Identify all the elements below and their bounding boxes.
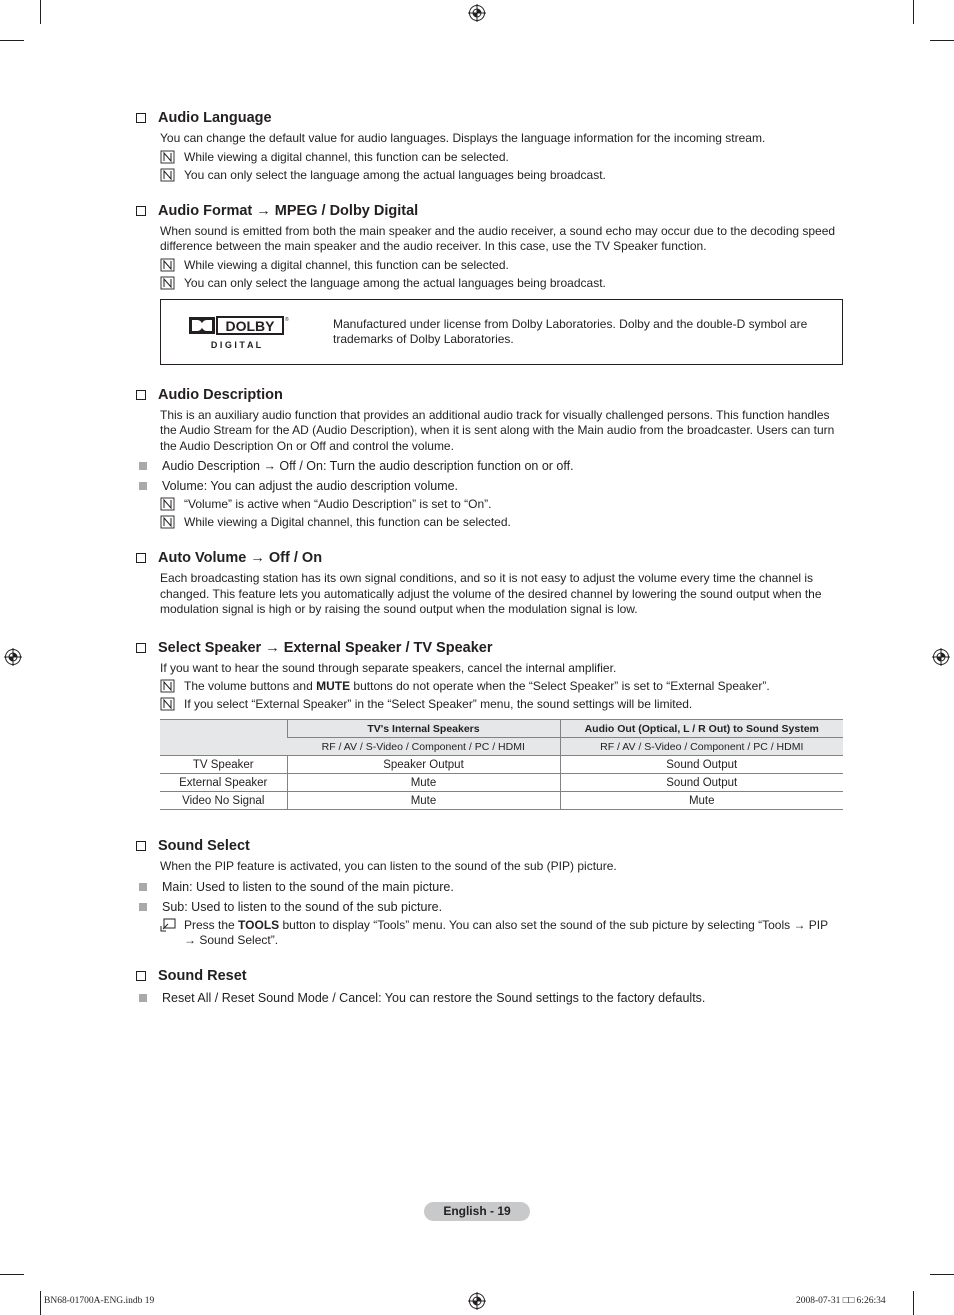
page-content bbox=[136, 108, 843, 1006]
note-icon bbox=[160, 697, 176, 711]
note-item: “Volume” is active when “Audio Description” is set to “On”. bbox=[160, 497, 843, 512]
page-number-label: English - 19 bbox=[424, 1202, 530, 1221]
bullet-square-icon bbox=[139, 883, 147, 891]
table-cell: Mute bbox=[287, 792, 560, 810]
crop-mark bbox=[0, 1274, 24, 1275]
bullet-square-icon bbox=[139, 903, 147, 911]
registration-mark-icon bbox=[4, 648, 22, 666]
checkbox-square-icon bbox=[136, 390, 146, 400]
bullet-square-icon bbox=[139, 994, 147, 1002]
registration-mark-icon bbox=[468, 1292, 486, 1310]
table-cell: Mute bbox=[287, 774, 560, 792]
note-icon bbox=[160, 276, 176, 290]
section-heading-audio-language: Audio Language bbox=[136, 108, 843, 128]
crop-mark bbox=[40, 0, 41, 24]
svg-text:D I G I T A L: D I G I T A L bbox=[210, 339, 262, 350]
svg-text:DOLBY: DOLBY bbox=[225, 317, 275, 334]
bullet-item: Audio Description → Off / On: Turn the audio description function on or off. bbox=[136, 458, 843, 474]
note-icon bbox=[160, 258, 176, 272]
crop-mark bbox=[913, 1291, 914, 1315]
print-slug-left: BN68-01700A-ENG.indb 19 bbox=[44, 1296, 155, 1306]
table-row bbox=[160, 774, 843, 792]
section-heading-sound-select: Sound Select bbox=[136, 836, 843, 856]
note-icon bbox=[160, 497, 176, 511]
print-slug-right: 2008-07-31 □□ 6:26:34 bbox=[796, 1296, 886, 1306]
section-heading-audio-format: Audio Format → MPEG / Dolby Digital bbox=[136, 201, 843, 221]
note-item: While viewing a digital channel, this function can be selected. bbox=[160, 258, 843, 273]
checkbox-square-icon bbox=[136, 971, 146, 981]
note-icon bbox=[160, 168, 176, 182]
note-item: The volume buttons and MUTE buttons do not operate when the “Select Speaker” is set to “External Speaker”. bbox=[160, 679, 843, 694]
dolby-digital-logo bbox=[189, 315, 289, 351]
crop-mark bbox=[0, 40, 24, 41]
tools-icon bbox=[160, 918, 176, 932]
note-icon bbox=[160, 679, 176, 693]
section-description: You can change the default value for audio languages. Displays the language information for the incoming stream. bbox=[160, 131, 766, 145]
table-cell: Mute bbox=[560, 792, 843, 810]
note-icon bbox=[160, 150, 176, 164]
table-row-label: TV Speaker bbox=[160, 756, 287, 774]
crop-mark bbox=[930, 1274, 954, 1275]
table-header-row bbox=[160, 720, 843, 738]
table-column-header: Audio Out (Optical, L / R Out) to Sound System bbox=[560, 720, 843, 738]
note-item: If you select “External Speaker” in the “Select Speaker” menu, the sound settings will be limited. bbox=[160, 697, 843, 712]
crop-mark bbox=[930, 40, 954, 41]
tools-note-item: Press the TOOLS button to display “Tools” menu. You can also set the sound of the sub picture by selecting “Tools → PIP → Sound Select”. bbox=[160, 918, 843, 948]
table-row bbox=[160, 792, 843, 810]
table-column-header: TV's Internal Speakers bbox=[287, 720, 560, 738]
speaker-output-table bbox=[160, 719, 843, 810]
section-heading-auto-volume: Auto Volume → Off / On bbox=[136, 548, 843, 568]
table-row-label: External Speaker bbox=[160, 774, 287, 792]
section-description: This is an auxiliary audio function that provides an additional audio track for visually challenged persons. This function handles the Audio Stream for the AD (Audio Description), when it is sent along with the Main audio from the broadcaster. Users can turn the Audio Description On or Off and control the volume. bbox=[160, 407, 835, 453]
section-description: Each broadcasting station has its own signal conditions, and so it is not easy to adjust the volume every time the channel is changed. This feature lets you automatically adjust the volume of the desired channel by lowering the sound output when the modulation signal is high or by raising the sound output when the modulation signal is low. bbox=[160, 571, 822, 616]
section-description: When sound is emitted from both the main speaker and the audio receiver, a sound echo may occur due to the decoding speed difference between the main speaker and the audio receiver. In this case, use the TV Speaker function. bbox=[160, 223, 836, 253]
section-heading-select-speaker: Select Speaker → External Speaker / TV Speaker bbox=[136, 638, 843, 658]
section-description: If you want to hear the sound through separate speakers, cancel the internal amplifier. bbox=[160, 660, 617, 675]
tools-button-label: TOOLS bbox=[238, 917, 280, 932]
note-item: While viewing a digital channel, this function can be selected. bbox=[160, 150, 843, 165]
table-corner-cell bbox=[160, 720, 287, 756]
bullet-item: Sub: Used to listen to the sound of the sub picture. bbox=[136, 899, 843, 915]
mute-button-label: MUTE bbox=[316, 679, 351, 693]
checkbox-square-icon bbox=[136, 113, 146, 123]
section-heading-sound-reset: Sound Reset bbox=[136, 966, 843, 986]
note-item: While viewing a Digital channel, this function can be selected. bbox=[160, 515, 843, 530]
table-cell: Sound Output bbox=[560, 774, 843, 792]
bullet-item: Main: Used to listen to the sound of the main picture. bbox=[136, 879, 843, 895]
section-heading-audio-description: Audio Description bbox=[136, 385, 843, 405]
note-item: You can only select the language among the actual languages being broadcast. bbox=[160, 168, 843, 183]
table-cell: Speaker Output bbox=[287, 756, 560, 774]
registration-mark-icon bbox=[468, 4, 486, 22]
svg-text:®: ® bbox=[285, 316, 289, 323]
note-icon bbox=[160, 515, 176, 529]
crop-mark bbox=[913, 0, 914, 24]
table-column-subheader: RF / AV / S-Video / Component / PC / HDMI bbox=[287, 738, 560, 756]
bullet-square-icon bbox=[139, 482, 147, 490]
bullet-item: Reset All / Reset Sound Mode / Cancel: You can restore the Sound settings to the factory defaults. bbox=[136, 990, 843, 1006]
dolby-license-box bbox=[160, 299, 843, 365]
table-row-label: Video No Signal bbox=[160, 792, 287, 810]
bullet-item: Volume: You can adjust the audio description volume. bbox=[136, 478, 843, 494]
registration-mark-icon bbox=[932, 648, 950, 666]
bullet-square-icon bbox=[139, 462, 147, 470]
table-row bbox=[160, 756, 843, 774]
note-item: You can only select the language among the actual languages being broadcast. bbox=[160, 276, 843, 291]
dolby-license-text: Manufactured under license from Dolby Laboratories. Dolby and the double-D symbol are trademarks of Dolby Laboratories. bbox=[333, 316, 808, 346]
checkbox-square-icon bbox=[136, 553, 146, 563]
checkbox-square-icon bbox=[136, 206, 146, 216]
checkbox-square-icon bbox=[136, 841, 146, 851]
crop-mark bbox=[40, 1291, 41, 1315]
table-column-subheader: RF / AV / S-Video / Component / PC / HDMI bbox=[560, 738, 843, 756]
section-description: When the PIP feature is activated, you can listen to the sound of the sub (PIP) picture. bbox=[160, 859, 617, 873]
table-cell: Sound Output bbox=[560, 756, 843, 774]
checkbox-square-icon bbox=[136, 643, 146, 653]
